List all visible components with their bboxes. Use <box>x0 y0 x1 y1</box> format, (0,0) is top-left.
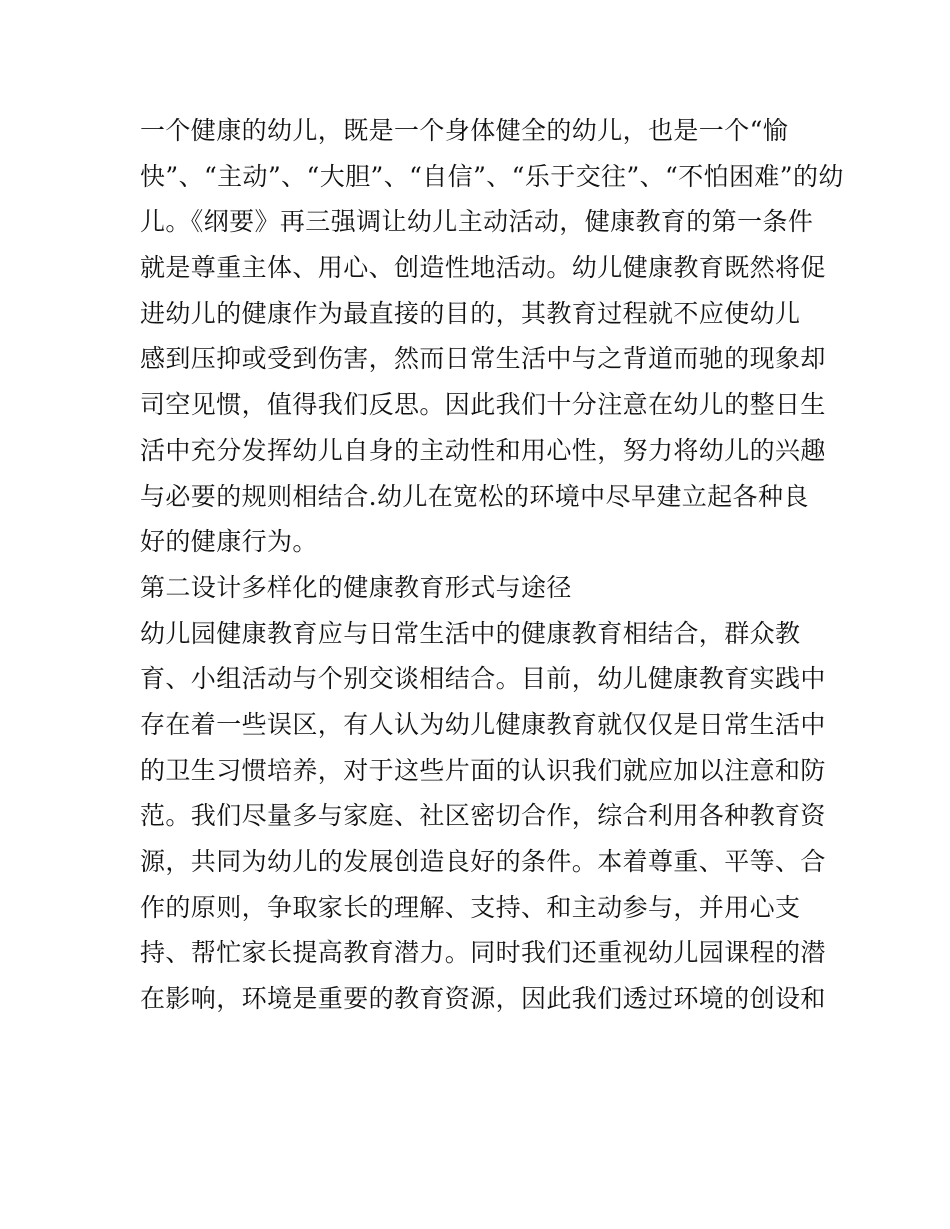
text-line: 持、帮忙家长提高教育潜力。同时我们还重视幼儿园课程的潜 <box>140 938 826 968</box>
text-line: 感到压抑或受到伤害，然而日常生活中与之背道而驰的现象却 <box>140 344 826 374</box>
text-line: 范。我们尽量多与家庭、社区密切合作，综合利用各种教育资 <box>140 801 826 831</box>
text-line: 的卫生习惯培养，对于这些片面的认识我们就应加以注意和防 <box>140 755 826 785</box>
text-line: 幼儿园健康教育应与日常生活中的健康教育相结合，群众教 <box>140 618 801 648</box>
text-line: 好的健康行为。 <box>140 527 318 557</box>
text-line: 快”、“主动”、“大胆”、“自信”、“乐于交往”、“不怕困难”的幼 <box>140 161 844 191</box>
text-line: 与必要的规则相结合.幼儿在宽松的环境中尽早建立起各种良 <box>140 481 809 511</box>
text-line: 源，共同为幼儿的发展创造良好的条件。本着尊重、平等、合 <box>140 847 826 876</box>
text-line: 存在着一些误区，有人认为幼儿健康教育就仅仅是日常生活中 <box>140 709 826 739</box>
text-line: 司空见惯，值得我们反思。因此我们十分注意在幼儿的整日生 <box>140 390 826 420</box>
section-heading: 第二设计多样化的健康教育形式与途径 <box>140 572 572 602</box>
text-line: 作的原则，争取家长的理解、支持、和主动参与，并用心支 <box>140 892 801 922</box>
text-line: 活中充分发挥幼儿自身的主动性和用心性，努力将幼儿的兴趣 <box>140 435 826 465</box>
text-line: 儿。《纲要》再三强调让幼儿主动活动，健康教育的第一条件 <box>140 207 814 237</box>
text-line: 育、小组活动与个别交谈相结合。目前，幼儿健康教育实践中 <box>140 664 826 694</box>
body-text <box>140 108 844 1022</box>
text-line: 进幼儿的健康作为最直接的目的，其教育过程就不应使幼儿 <box>140 298 801 328</box>
text-line: 就是尊重主体、用心、创造性地活动。幼儿健康教育既然将促 <box>140 253 826 283</box>
text-line: 在影响，环境是重要的教育资源，因此我们透过环境的创设和 <box>140 984 826 1014</box>
text-line: 一个健康的幼儿，既是一个身体健全的幼儿，也是一个“愉 <box>140 116 789 145</box>
